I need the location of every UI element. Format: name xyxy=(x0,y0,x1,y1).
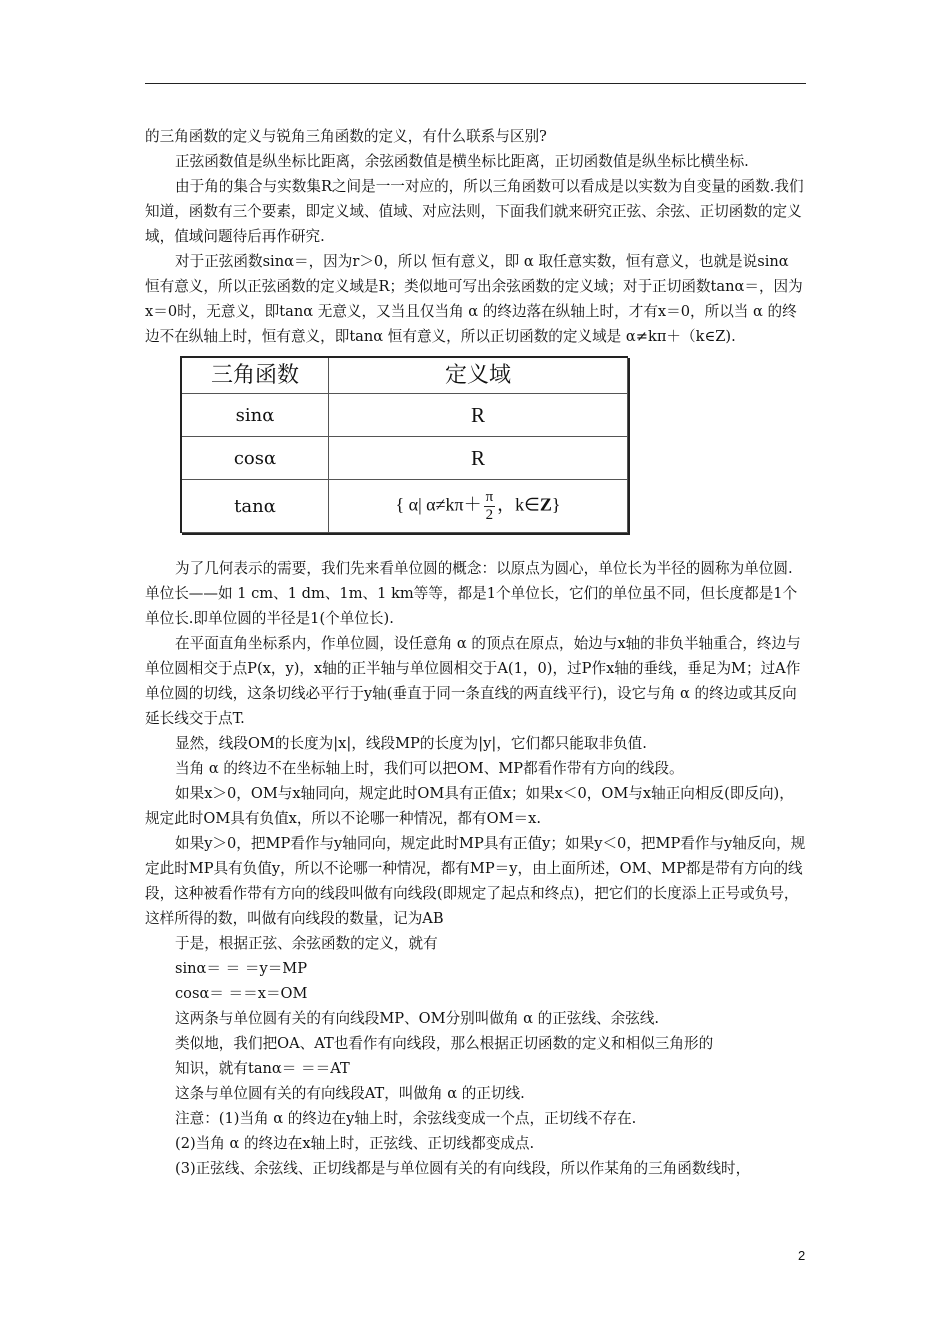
table-cell-domain: R xyxy=(329,394,628,437)
paragraph: 显然，线段OM的长度为|x|，线段MP的长度为|y|，它们都只能取非负值. xyxy=(175,735,647,752)
table-header-domain: 定义域 xyxy=(329,357,628,394)
table-header-function: 三角函数 xyxy=(181,357,329,394)
paragraph: 如果x＞0，OM与x轴同向，规定此时OM具有正值x；如果x＜0，OM与x轴正向相反(即反向)，规定此时OM具有负值x，所以不论哪一种情况，都有OM＝x. xyxy=(145,785,794,827)
table-cell-domain: R xyxy=(329,437,628,480)
set-suffix: ，k∈ xyxy=(497,494,540,515)
page-number: 2 xyxy=(798,1248,806,1263)
table-row xyxy=(181,437,628,480)
paragraph: 如果y＞0，把MP看作与y轴同向，规定此时MP具有正值y；如果y＜0，把MP看作与y轴反向，规定此时MP具有负值y，所以不论哪一种情况，都有MP＝y，由上面所述，OM、MP都是带有方向的线段，这种被看作带有方向的线段叫做有向线段(即规定了起点和终点)，把它们的长度添上正号或负号，这样所得的数，叫做有向线段的数量，记为AB xyxy=(145,835,806,927)
paragraph: 类似地，我们把OA、AT也看作有向线段，那么根据正切函数的定义和相似三角形的 xyxy=(175,1035,714,1052)
paragraph: 注意：(1)当角 α 的终边在y轴上时，余弦线变成一个点，正切线不存在. xyxy=(175,1110,637,1127)
paragraphs-after-table xyxy=(145,556,806,1181)
paragraph: 这两条与单位圆有关的有向线段MP、OM分别叫做角 α 的正弦线、余弦线. xyxy=(175,1010,660,1027)
paragraph: cosα＝ ＝＝x＝OM xyxy=(175,985,308,1002)
set-prefix: { α| α≠kπ＋ xyxy=(395,494,482,515)
fraction-numerator: π xyxy=(485,488,494,505)
page-content xyxy=(145,124,806,1181)
table-cell-function: cosα xyxy=(181,437,329,480)
paragraph: 对于正弦函数sinα＝，因为r＞0，所以 恒有意义，即 α 取任意实数，恒有意义，也就是说sinα 恒有意义，所以正弦函数的定义域是R；类似地可写出余弦函数的定义域；对于正切函数tanα＝，因为x＝0时，无意义，即tanα 无意义，又当且仅当角 α 的终边落在纵轴上时，才有x＝0，所以当 α 的终边不在纵轴上时，恒有意义，即tanα 恒有意义，所以正切函数的定义域是 α≠kπ＋（k∈Z). xyxy=(145,253,803,345)
table-cell-domain xyxy=(329,480,628,533)
domain-table xyxy=(180,356,628,533)
paragraph: 于是，根据正弦、余弦函数的定义，就有 xyxy=(175,935,438,952)
fraction-denominator: 2 xyxy=(485,506,494,523)
paragraph: sinα＝ ＝ ＝y＝MP xyxy=(175,960,308,977)
header-rule xyxy=(145,83,806,84)
paragraph: 正弦函数值是纵坐标比距离，余弦函数值是横坐标比距离，正切函数值是纵坐标比横坐标. xyxy=(175,153,749,170)
paragraph: (2)当角 α 的终边在x轴上时，正弦线、正切线都变成点. xyxy=(175,1135,535,1152)
paragraph: 当角 α 的终边不在坐标轴上时，我们可以把OM、MP都看作带有方向的线段。 xyxy=(175,760,684,777)
table-row xyxy=(181,480,628,533)
paragraph: (3)正弦线、余弦线、正切线都是与单位圆有关的有向线段，所以作某角的三角函数线时， xyxy=(175,1160,751,1177)
table-cell-function: sinα xyxy=(181,394,329,437)
paragraph: 为了几何表示的需要，我们先来看单位圆的概念：以原点为圆心，单位长为半径的圆称为单位圆.单位长——如 1 cm、1 dm、1m、1 km等等，都是1个单位长，它们的单位虽不同，但长度都是1个单位长.即单位圆的半径是1(个单位长). xyxy=(145,560,798,627)
pi-over-two-fraction xyxy=(484,489,496,524)
paragraph: 这条与单位圆有关的有向线段AT，叫做角 α 的正切线. xyxy=(175,1085,525,1102)
table-row xyxy=(181,394,628,437)
paragraph: 的三角函数的定义与锐角三角函数的定义，有什么联系与区别? xyxy=(145,128,547,145)
integer-set-symbol: Z xyxy=(539,494,552,515)
paragraph: 知识，就有tanα＝ ＝＝AT xyxy=(175,1060,350,1077)
set-close: } xyxy=(551,494,561,515)
table-cell-function: tanα xyxy=(181,480,329,533)
table-header-row xyxy=(181,357,628,394)
paragraph: 由于角的集合与实数集R之间是一一对应的，所以三角函数可以看成是以实数为自变量的函数.我们知道，函数有三个要素，即定义域、值域、对应法则，下面我们就来研究正弦、余弦、正切函数的定义域，值域问题待后再作研究. xyxy=(145,178,804,245)
paragraph: 在平面直角坐标系内，作单位圆，设任意角 α 的顶点在原点，始边与x轴的非负半轴重合，终边与单位圆相交于点P(x，y)，x轴的正半轴与单位圆相交于A(1，0)，过P作x轴的垂线，垂足为M；过A作单位圆的切线，这条切线必平行于y轴(垂直于同一条直线的两直线平行)，设它与角 α 的终边或其反向延长线交于点T. xyxy=(145,635,801,727)
